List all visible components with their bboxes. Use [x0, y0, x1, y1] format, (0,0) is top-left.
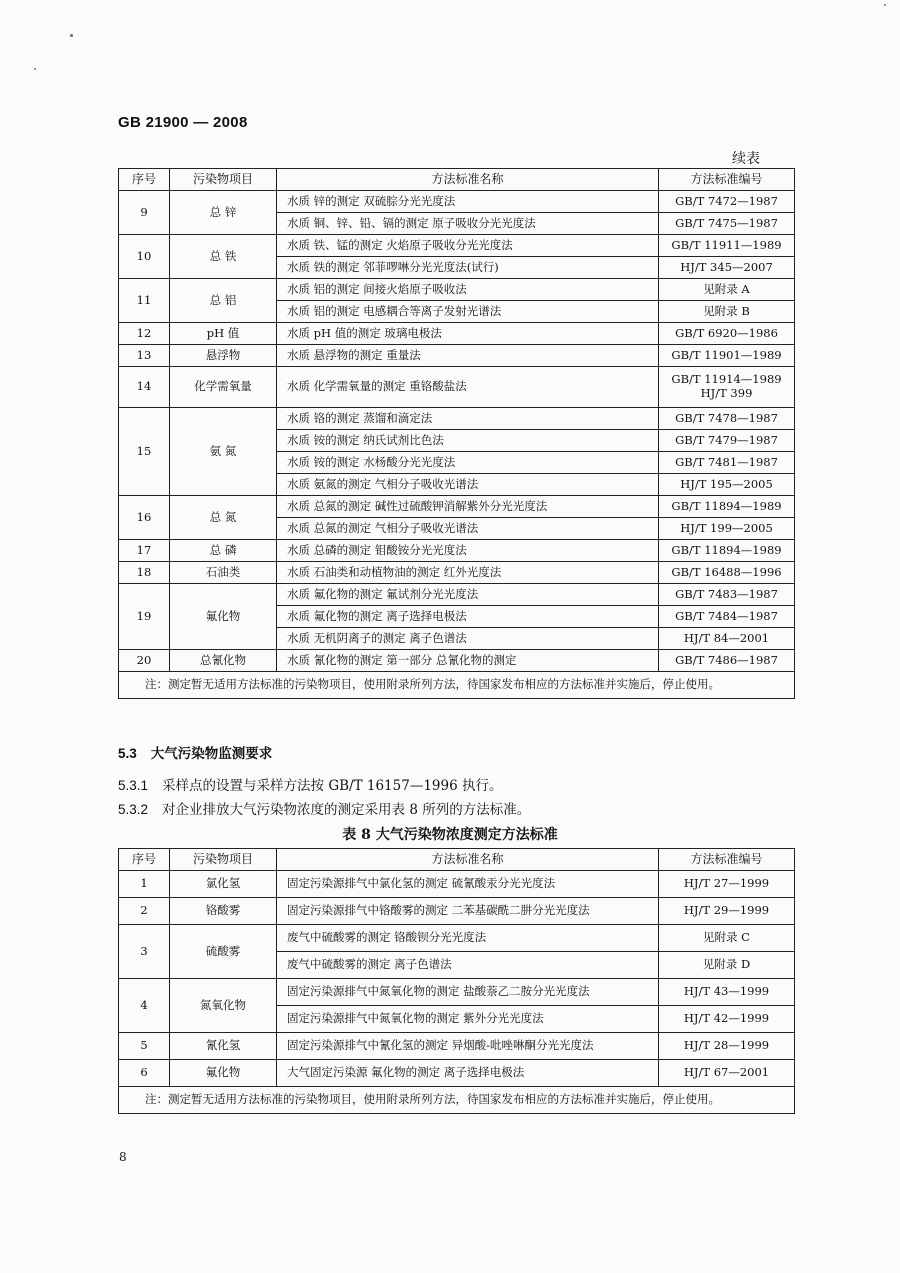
method-name: 水质 铝的测定 电感耦合等离子发射光谱法	[277, 301, 659, 323]
method-code-line: GB/T 6920—1986	[675, 325, 778, 340]
method-name: 大气固定污染源 氟化物的测定 离子选择电极法	[277, 1060, 659, 1087]
method-name: 固定污染源排气中铬酸雾的测定 二苯基碳酰二肼分光光度法	[277, 898, 659, 925]
method-name: 水质 总氮的测定 碱性过硫酸钾消解紫外分光光度法	[277, 496, 659, 518]
table-row	[119, 650, 795, 672]
method-name: 水质 氰化物的测定 第一部分 总氰化物的测定	[277, 650, 659, 672]
method-code	[659, 606, 795, 628]
pollutant-item: 总 锌	[170, 191, 277, 235]
standard-code: GB 21900 — 2008	[118, 114, 248, 131]
method-name: 水质 氟化物的测定 离子选择电极法	[277, 606, 659, 628]
row-number: 5	[119, 1033, 170, 1060]
method-name: 水质 铬的测定 蒸馏和滴定法	[277, 408, 659, 430]
col-header-method-code: 方法标准编号	[659, 849, 795, 871]
method-code-line: 见附录 D	[702, 957, 751, 972]
method-code	[659, 584, 795, 606]
method-code	[659, 1033, 795, 1060]
row-number: 13	[119, 345, 170, 367]
table-row	[119, 584, 795, 606]
table-note-row	[119, 1087, 795, 1114]
method-name: 水质 氟化物的测定 氟试剂分光光度法	[277, 584, 659, 606]
method-name: 固定污染源排气中氮氧化物的测定 紫外分光光度法	[277, 1006, 659, 1033]
section-5-3-heading	[118, 742, 272, 762]
table-row	[119, 235, 795, 257]
method-code-line: 见附录 B	[703, 303, 750, 318]
row-number: 12	[119, 323, 170, 345]
table-row	[119, 191, 795, 213]
method-code	[659, 430, 795, 452]
method-code-line: GB/T 11911—1989	[671, 237, 782, 252]
method-code-line: HJ/T 42—1999	[683, 1011, 770, 1026]
method-name: 水质 化学需氧量的测定 重铬酸盐法	[277, 367, 659, 408]
method-code-line: HJ/T 195—2005	[680, 476, 773, 491]
table-row	[119, 1033, 795, 1060]
row-number: 11	[119, 279, 170, 323]
row-number: 18	[119, 562, 170, 584]
pollutant-item: 总氰化物	[170, 650, 277, 672]
table-row	[119, 925, 795, 952]
method-name: 废气中硫酸雾的测定 离子色谱法	[277, 952, 659, 979]
row-number: 3	[119, 925, 170, 979]
col-header-no: 序号	[119, 849, 170, 871]
method-code-line: HJ/T 28—1999	[683, 1038, 770, 1053]
row-number: 14	[119, 367, 170, 408]
pollutant-item: 氟化物	[170, 1060, 277, 1087]
method-code	[659, 650, 795, 672]
table-header-row	[119, 849, 795, 871]
col-header-method-code: 方法标准编号	[659, 169, 795, 191]
method-code-line: GB/T 11914—1989	[671, 372, 782, 387]
pollutant-item: 铬酸雾	[170, 898, 277, 925]
method-code-line: GB/T 11901—1989	[671, 347, 782, 362]
pollutant-item: 总 铁	[170, 235, 277, 279]
method-code	[659, 191, 795, 213]
table-row	[119, 540, 795, 562]
method-code	[659, 452, 795, 474]
col-header-item: 污染物项目	[170, 849, 277, 871]
pollutant-item: 硫酸雾	[170, 925, 277, 979]
method-code-line: HJ/T 27—1999	[683, 876, 770, 891]
method-name: 水质 铁、锰的测定 火焰原子吸收分光光度法	[277, 235, 659, 257]
method-code	[659, 925, 795, 952]
method-name: 水质 无机阴离子的测定 离子色谱法	[277, 628, 659, 650]
section-title: 大气污染物监测要求	[150, 746, 273, 762]
method-code	[659, 496, 795, 518]
section-number: 5.3	[118, 746, 137, 761]
method-name: 水质 铵的测定 水杨酸分光光度法	[277, 452, 659, 474]
method-code-line: GB/T 11894—1989	[671, 498, 782, 513]
clause-number: 5.3.2	[118, 802, 149, 817]
clause-text: 采样点的设置与采样方法按 GB/T 16157—1996 执行。	[162, 778, 503, 794]
row-number: 17	[119, 540, 170, 562]
clause-number: 5.3.1	[118, 778, 149, 793]
table-note: 注：测定暂无适用方法标准的污染物项目，使用附录所列方法，待国家发布相应的方法标准并实施后，停止使用。	[119, 672, 795, 699]
table-note: 注：测定暂无适用方法标准的污染物项目，使用附录所列方法，待国家发布相应的方法标准并实施后，停止使用。	[119, 1087, 795, 1114]
method-name: 水质 总磷的测定 钼酸铵分光光度法	[277, 540, 659, 562]
table-row	[119, 367, 795, 408]
method-code	[659, 367, 795, 408]
method-code	[659, 474, 795, 496]
method-code-line: GB/T 7481—1987	[675, 454, 778, 469]
table-row	[119, 323, 795, 345]
method-code	[659, 257, 795, 279]
method-name: 水质 石油类和动植物油的测定 红外光度法	[277, 562, 659, 584]
method-name: 水质 铝的测定 间接火焰原子吸收法	[277, 279, 659, 301]
row-number: 1	[119, 871, 170, 898]
method-code	[659, 952, 795, 979]
method-code-line: HJ/T 43—1999	[683, 984, 770, 999]
pollutant-item: 氰化氢	[170, 1033, 277, 1060]
col-header-item: 污染物项目	[170, 169, 277, 191]
method-code-line: GB/T 16488—1996	[671, 564, 782, 579]
method-code-line: GB/T 7475—1987	[675, 215, 778, 230]
pollutant-item: 化学需氧量	[170, 367, 277, 408]
pollutant-item: 氯化氢	[170, 871, 277, 898]
pollutant-item: pH 值	[170, 323, 277, 345]
method-code-line: GB/T 7478—1987	[675, 410, 778, 425]
row-number: 15	[119, 408, 170, 496]
scan-speck	[34, 68, 36, 70]
method-name: 水质 氨氮的测定 气相分子吸收光谱法	[277, 474, 659, 496]
method-code	[659, 628, 795, 650]
method-code	[659, 871, 795, 898]
method-code-line: 见附录 C	[703, 930, 750, 945]
table-row	[119, 979, 795, 1006]
clause-5-3-1	[118, 774, 502, 794]
table-row	[119, 408, 795, 430]
method-name: 固定污染源排气中氰化氢的测定 异烟酸-吡唑啉酮分光光度法	[277, 1033, 659, 1060]
table-row	[119, 345, 795, 367]
clause-text: 对企业排放大气污染物浓度的测定采用表 8 所列的方法标准。	[162, 802, 531, 818]
method-name: 固定污染源排气中氯化氢的测定 硫氰酸汞分光光度法	[277, 871, 659, 898]
table-row	[119, 871, 795, 898]
method-code	[659, 408, 795, 430]
col-header-method-name: 方法标准名称	[277, 169, 659, 191]
method-name: 水质 总氮的测定 气相分子吸收光谱法	[277, 518, 659, 540]
method-code-line: GB/T 11894—1989	[671, 542, 782, 557]
continued-label: 续表	[732, 151, 760, 167]
scan-speck	[70, 34, 73, 37]
method-code-line: GB/T 7472—1987	[675, 193, 778, 208]
row-number: 19	[119, 584, 170, 650]
pollutant-item: 总 铝	[170, 279, 277, 323]
method-code-line: HJ/T 199—2005	[680, 520, 773, 535]
method-code	[659, 345, 795, 367]
method-code-line: GB/T 7483—1987	[675, 586, 778, 601]
method-code-line: HJ/T 84—2001	[683, 630, 770, 645]
method-name: 水质 悬浮物的测定 重量法	[277, 345, 659, 367]
method-name: 水质 铜、锌、铅、镉的测定 原子吸收分光光度法	[277, 213, 659, 235]
method-name: 水质 pH 值的测定 玻璃电极法	[277, 323, 659, 345]
row-number: 4	[119, 979, 170, 1033]
scan-speck	[884, 4, 886, 6]
method-name: 水质 铁的测定 邻菲啰啉分光光度法(试行)	[277, 257, 659, 279]
clause-5-3-2	[118, 798, 530, 818]
pollutant-item: 总 磷	[170, 540, 277, 562]
method-code-line: HJ/T 29—1999	[683, 903, 770, 918]
method-code-line: GB/T 7486—1987	[675, 652, 778, 667]
method-code	[659, 213, 795, 235]
method-code-line: HJ/T 67—2001	[683, 1065, 770, 1080]
table-header-row	[119, 169, 795, 191]
method-code	[659, 279, 795, 301]
pollutant-item: 氨 氮	[170, 408, 277, 496]
air-methods-table	[118, 848, 795, 1114]
method-code	[659, 898, 795, 925]
table-row	[119, 562, 795, 584]
method-code-line: GB/T 7484—1987	[675, 608, 778, 623]
col-header-method-name: 方法标准名称	[277, 849, 659, 871]
method-code	[659, 301, 795, 323]
table-row	[119, 496, 795, 518]
pollutant-item: 总 氮	[170, 496, 277, 540]
row-number: 16	[119, 496, 170, 540]
water-methods-table	[118, 168, 795, 699]
method-code	[659, 540, 795, 562]
col-header-no: 序号	[119, 169, 170, 191]
table-row	[119, 279, 795, 301]
method-code	[659, 1006, 795, 1033]
method-code	[659, 979, 795, 1006]
method-code-line: 见附录 A	[703, 281, 750, 296]
method-code-line: GB/T 7479—1987	[675, 432, 778, 447]
method-name: 水质 铵的测定 纳氏试剂比色法	[277, 430, 659, 452]
method-name: 水质 锌的测定 双硫腙分光光度法	[277, 191, 659, 213]
method-name: 固定污染源排气中氮氧化物的测定 盐酸萘乙二胺分光光度法	[277, 979, 659, 1006]
method-code	[659, 323, 795, 345]
table-note-row	[119, 672, 795, 699]
row-number: 6	[119, 1060, 170, 1087]
pollutant-item: 悬浮物	[170, 345, 277, 367]
method-code	[659, 1060, 795, 1087]
row-number: 9	[119, 191, 170, 235]
method-name: 废气中硫酸雾的测定 铬酸钡分光光度法	[277, 925, 659, 952]
table-row	[119, 898, 795, 925]
method-code-line: HJ/T 345—2007	[680, 259, 773, 274]
row-number: 10	[119, 235, 170, 279]
row-number: 2	[119, 898, 170, 925]
method-code-line: HJ/T 399	[700, 386, 753, 400]
table-row	[119, 1060, 795, 1087]
pollutant-item: 氟化物	[170, 584, 277, 650]
page-number: 8	[119, 1150, 127, 1164]
pollutant-item: 石油类	[170, 562, 277, 584]
row-number: 20	[119, 650, 170, 672]
table8-title: 表 8 大气污染物浓度测定方法标准	[342, 827, 558, 843]
method-code	[659, 235, 795, 257]
method-code	[659, 518, 795, 540]
method-code	[659, 562, 795, 584]
pollutant-item: 氮氧化物	[170, 979, 277, 1033]
